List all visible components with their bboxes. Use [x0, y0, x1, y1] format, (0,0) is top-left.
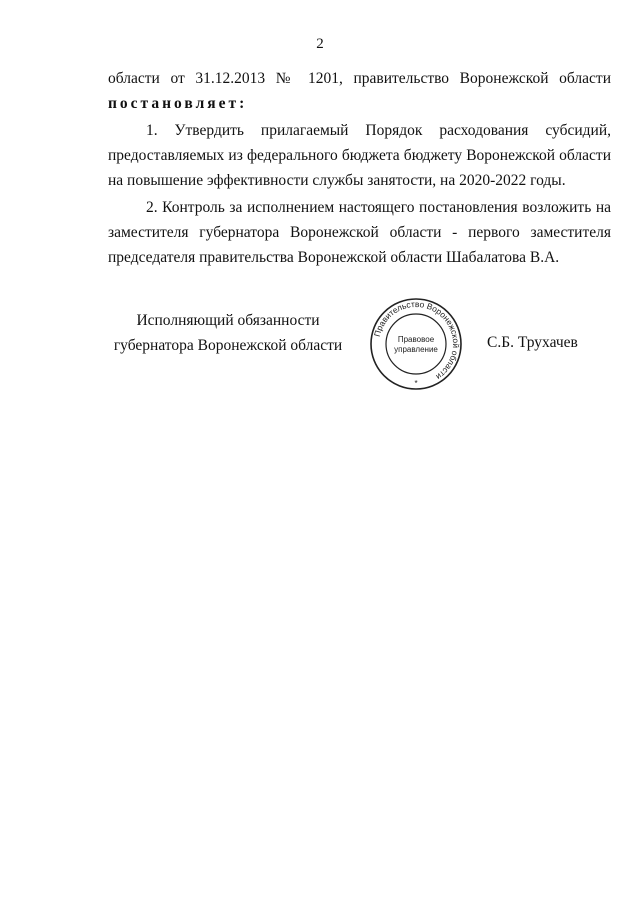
item-2-line-2: заместителя губернатора Воронежской области - первого заместителя [108, 224, 611, 241]
item-2-line-3: председателя правительства Воронежской области Шабалатова В.А. [108, 249, 560, 266]
intro-paragraph [108, 66, 611, 116]
item-1-line-1: 1. Утвердить прилагаемый Порядок расходования субсидий, [146, 122, 611, 139]
item-2-line-1: 2. Контроль за исполнением настоящего постановления возложить на [146, 199, 611, 216]
stamp-inner-line-1: Правовое [397, 335, 435, 344]
signatory-name: С.Б. Трухачев [487, 334, 578, 351]
stamp-inner-ring [386, 314, 446, 374]
signatory-title-line-2: губернатора Воронежской области [113, 337, 343, 354]
intro-line-1: области от 31.12.2013 № 1201, правительство Воронежской области [108, 70, 611, 87]
page-number: 2 [316, 36, 324, 52]
stamp-outer-text: Правительство Воронежской области [371, 298, 462, 383]
official-stamp [368, 296, 464, 392]
item-1-paragraph [108, 118, 611, 193]
stamp-star: * [414, 379, 418, 388]
resolution-word: постановляет: [108, 95, 248, 112]
item-1-line-3: на повышение эффективности службы занятости, на 2020-2022 годы. [108, 172, 566, 189]
stamp-inner-line-2: управление [394, 345, 438, 354]
item-2-paragraph [108, 195, 611, 270]
signatory-title [108, 308, 348, 358]
item-1-line-2: предоставляемых из федерального бюджета бюджету Воронежской области [108, 147, 611, 164]
signatory-title-line-1: Исполняющий обязанности [136, 312, 320, 329]
